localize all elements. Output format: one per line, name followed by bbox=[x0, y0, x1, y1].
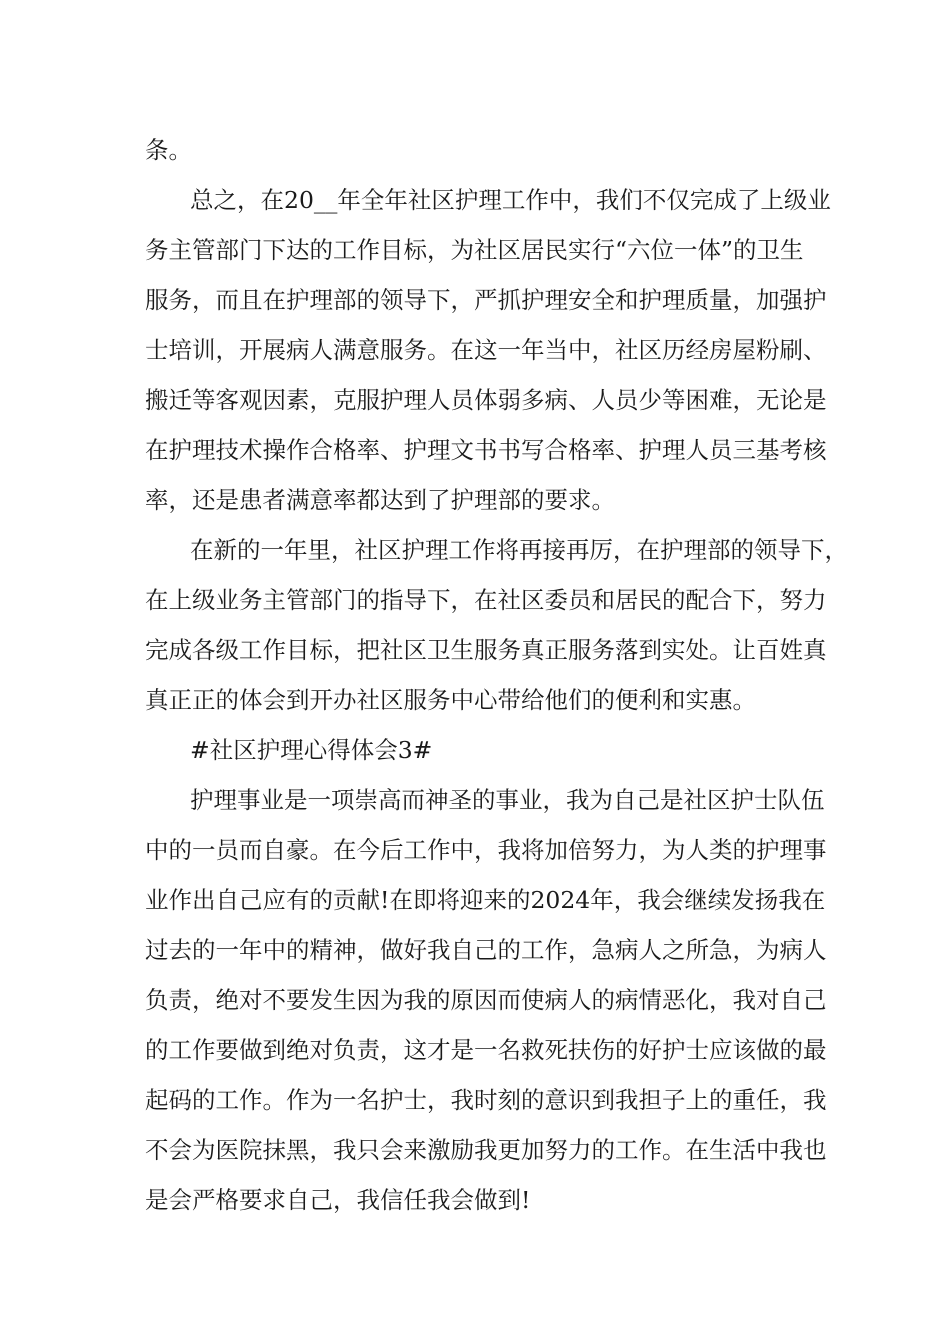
paragraph-line: 在护理技术操作合格率、护理文书书写合格率、护理人员三基考核 bbox=[145, 436, 827, 464]
paragraph-line: 负责，绝对不要发生因为我的原因而使病人的病情恶化，我对自己 bbox=[145, 986, 827, 1014]
paragraph-line: 务主管部门下达的工作目标，为社区居民实行“六位一体”的卫生 bbox=[145, 236, 804, 264]
paragraph-line: 士培训，开展病人满意服务。在这一年当中，社区历经房屋粉刷、 bbox=[145, 336, 827, 364]
paragraph-line: 搬迁等客观因素，克服护理人员体弱多病、人员少等困难，无论是 bbox=[145, 386, 827, 414]
paragraph-line: 服务，而且在护理部的领导下，严抓护理安全和护理质量，加强护 bbox=[145, 286, 827, 314]
paragraph-line: 不会为医院抹黑，我只会来激励我更加努力的工作。在生活中我也 bbox=[145, 1136, 827, 1164]
paragraph-line: 过去的一年中的精神，做好我自己的工作，急病人之所急，为病人 bbox=[145, 936, 827, 964]
paragraph-line: 率，还是患者满意率都达到了护理部的要求。 bbox=[145, 486, 615, 514]
paragraph-line: 中的一员而自豪。在今后工作中，我将加倍努力，为人类的护理事 bbox=[145, 836, 827, 864]
paragraph-line: 完成各级工作目标，把社区卫生服务真正服务落到实处。让百姓真 bbox=[145, 636, 827, 664]
paragraph-line: 的工作要做到绝对负责，这才是一名救死扶伤的好护士应该做的最 bbox=[145, 1036, 827, 1064]
section-heading: #社区护理心得体会3# bbox=[190, 736, 433, 764]
paragraph-line: 条。 bbox=[145, 136, 192, 164]
paragraph-first-line: 总之，在20__年全年社区护理工作中，我们不仅完成了上级业 bbox=[190, 186, 831, 214]
paragraph-line: 在上级业务主管部门的指导下，在社区委员和居民的配合下，努力 bbox=[145, 586, 827, 614]
paragraph-first-line: 在新的一年里，社区护理工作将再接再厉，在护理部的领导下， bbox=[190, 536, 848, 564]
paragraph-line: 业作出自己应有的贡献!在即将迎来的2024年，我会继续发扬我在 bbox=[145, 886, 826, 914]
paragraph-line: 真正正的体会到开办社区服务中心带给他们的便利和实惠。 bbox=[145, 686, 756, 714]
paragraph-line: 是会严格要求自己，我信任我会做到! bbox=[145, 1186, 531, 1214]
paragraph-first-line: 护理事业是一项崇高而神圣的事业，我为自己是社区护士队伍 bbox=[190, 786, 825, 814]
paragraph-line: 起码的工作。作为一名护士，我时刻的意识到我担子上的重任，我 bbox=[145, 1086, 827, 1114]
